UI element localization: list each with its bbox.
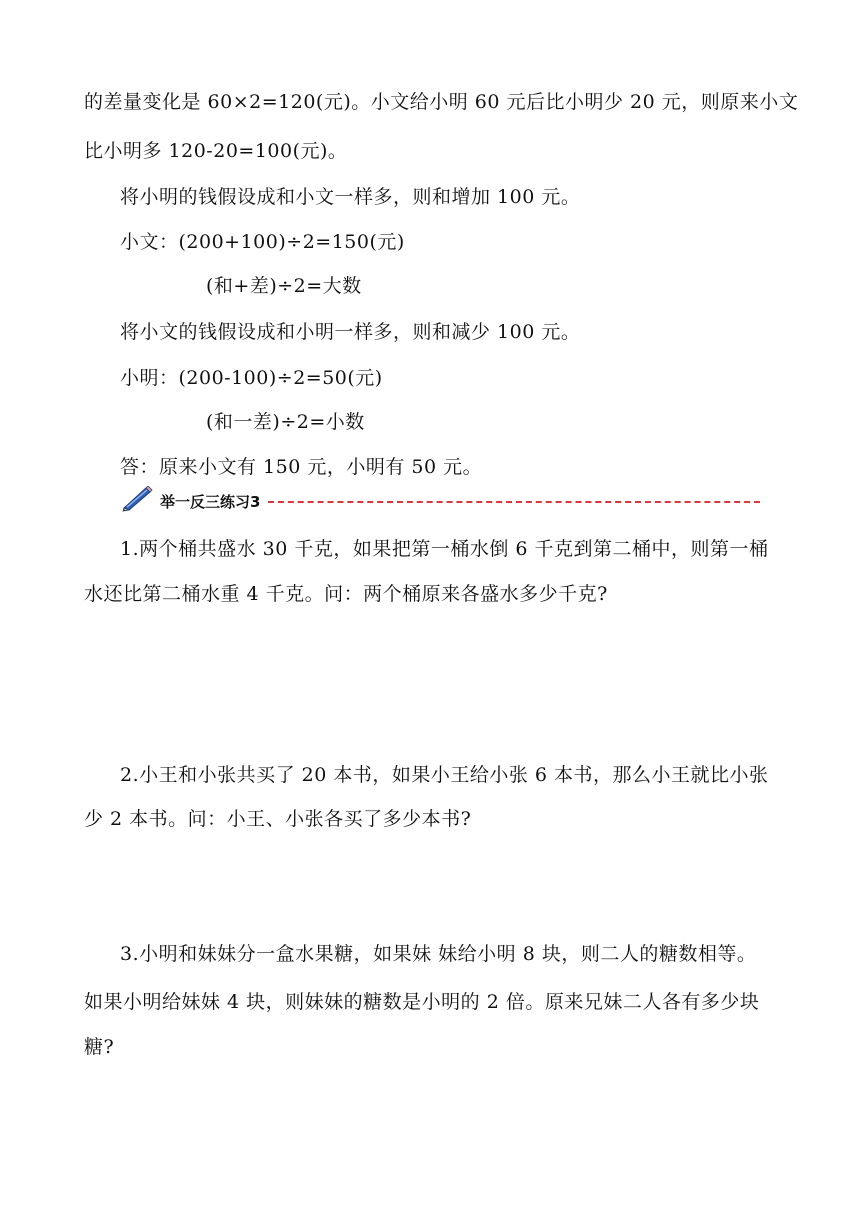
formula-line: 小明：(200-100)÷2=50(元) [120, 367, 383, 389]
practice-section-header [120, 486, 760, 516]
solution-line: 将小文的钱假设成和小明一样多，则和减少 100 元。 [120, 321, 581, 343]
answer-line: 答：原来小文有 150 元，小明有 50 元。 [120, 456, 483, 478]
question-3-line: 如果小明给妹妹 4 块，则妹妹的糖数是小明的 2 倍。原来兄妹二人各有多少块 [84, 991, 760, 1013]
pencil-icon [120, 486, 160, 516]
formula-rule: (和一差)÷2=小数 [206, 411, 365, 433]
section-title: 举一反三练习3 [160, 492, 261, 511]
question-1-line: 1.两个桶共盛水 30 千克，如果把第一桶水倒 6 千克到第二桶中，则第一桶 [120, 538, 769, 560]
solution-line: 的差量变化是 60×2=120(元)。小文给小明 60 元后比小明少 20 元，则原来小文 [84, 91, 799, 113]
dashed-divider [268, 501, 760, 503]
question-2-line: 少 2 本书。问：小王、小张各买了多少本书? [84, 808, 472, 830]
question-3-line: 3.小明和妹妹分一盒水果糖，如果妹 妹给小明 8 块，则二人的糖数相等。 [120, 943, 757, 965]
question-2-line: 2.小王和小张共买了 20 本书，如果小王给小张 6 本书，那么小王就比小张 [120, 764, 769, 786]
formula-line: 小文：(200+100)÷2=150(元) [120, 231, 405, 253]
question-1-line: 水还比第二桶水重 4 千克。问：两个桶原来各盛水多少千克? [84, 583, 608, 605]
solution-line: 将小明的钱假设成和小文一样多，则和增加 100 元。 [120, 186, 581, 208]
solution-line: 比小明多 120-20=100(元)。 [84, 140, 348, 162]
formula-rule: (和+差)÷2=大数 [206, 275, 362, 297]
question-3-line: 糖? [84, 1036, 115, 1058]
